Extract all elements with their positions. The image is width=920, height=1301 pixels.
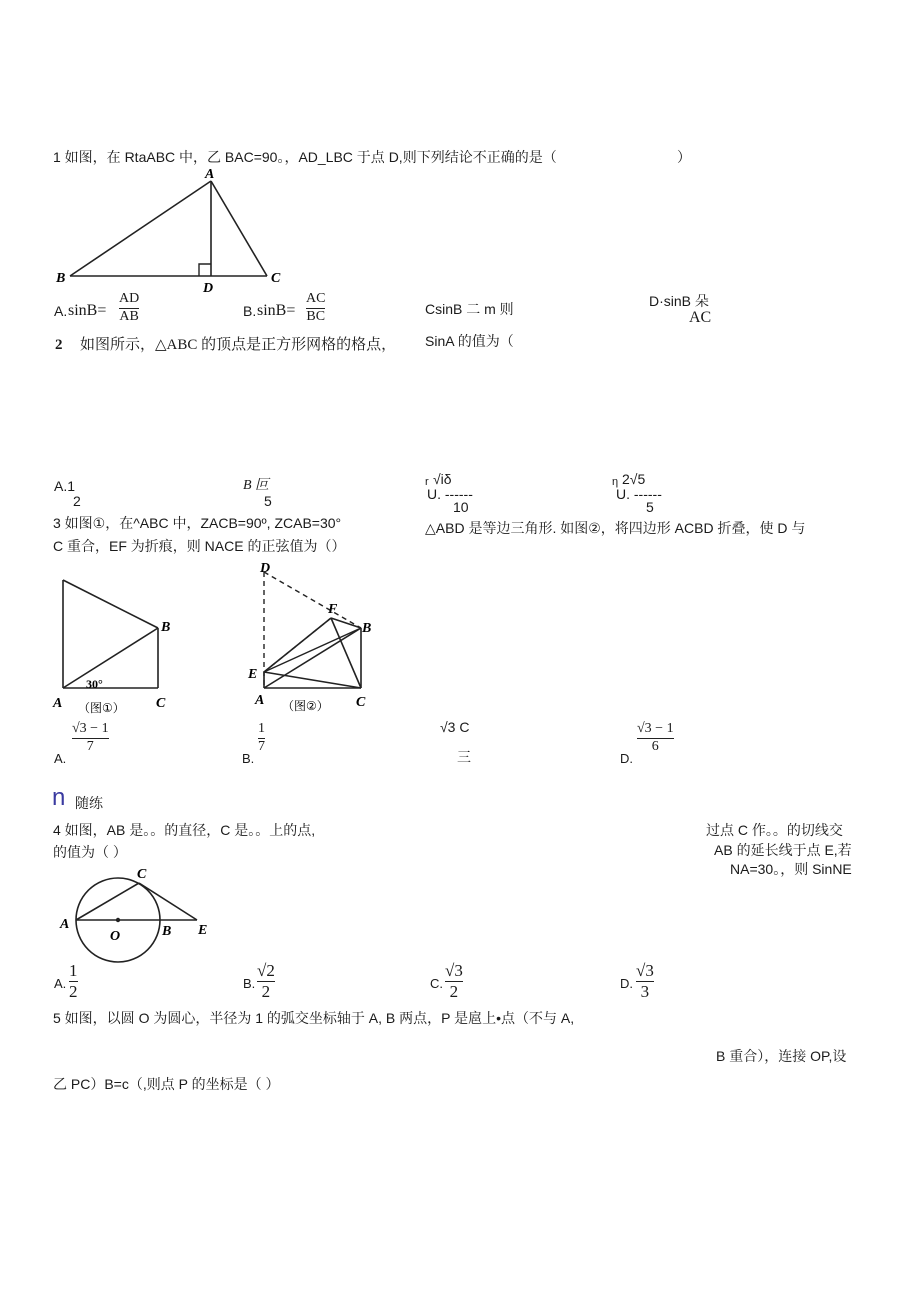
q3-figure-1 <box>48 570 188 720</box>
q3-fig2-side-ab <box>264 628 361 688</box>
q1-option-a-numerator: AD <box>119 291 140 306</box>
q4-option-a-fraction <box>69 962 78 1001</box>
q4-option-b-numerator: √2 <box>257 961 275 980</box>
q2-option-d-bottom: 5 <box>646 499 654 515</box>
q1-option-b-prefix: B. <box>243 303 257 319</box>
q3-option-a-label: A. <box>54 751 67 766</box>
q1-option-c: CsinB 二 m 则 <box>425 301 514 317</box>
q2-option-d-top: 2√5 <box>622 471 646 487</box>
q2-option-d-mid: U. ------ <box>616 486 662 502</box>
practice-glyph: n <box>52 784 66 811</box>
q3-fig1-angle-label: 30° <box>86 677 103 691</box>
q1-option-a-expr: sinB= <box>68 302 107 319</box>
q1-label-a: A <box>205 167 215 182</box>
q2-option-c-bottom: 10 <box>453 499 469 515</box>
q2-option-b-bottom: 5 <box>264 493 272 509</box>
q1-option-b-denominator: BC <box>306 308 326 324</box>
q4-option-d-fraction <box>636 962 654 1001</box>
q1-label-c: C <box>271 271 281 286</box>
q3-option-a-denominator: 7 <box>86 738 94 754</box>
q2-option-a-bottom: 2 <box>73 493 81 509</box>
q1-label-d: D <box>203 281 214 296</box>
q3-fig2-label-e: E <box>248 667 258 682</box>
q4-option-b-denominator: 2 <box>261 981 271 1001</box>
q5-line1: 5 如图，以圆 O 为圆心，半径为 1 的弧交坐标轴于 A, B 两点，P 是扈上•点（不与 A, <box>53 1010 575 1026</box>
q3-fig1-label-c: C <box>156 696 166 711</box>
q3-option-d-label: D. <box>620 751 633 766</box>
q3-stem-line1: 3 如图①，在^ABC 中，ZACB=90º, ZCAB=30° <box>53 515 342 531</box>
q3-option-d-numerator: √3 − 1 <box>637 721 674 736</box>
q1-option-d-sub: AC <box>689 309 712 326</box>
q4-option-a-denominator: 2 <box>69 981 78 1001</box>
q4-option-b-fraction <box>257 962 275 1001</box>
q3-figure-2 <box>246 560 386 720</box>
q4-option-d-label: D. <box>620 976 633 991</box>
q3-fig2-side-fc <box>331 618 361 688</box>
q4-option-c-numerator: √3 <box>445 961 463 980</box>
q2-number: 2 <box>55 337 63 353</box>
q1-option-b-numerator: AC <box>306 291 326 306</box>
q1-option-b-expr: sinB= <box>257 302 296 319</box>
q4-circle-figure <box>55 862 225 972</box>
q3-option-b-label: B. <box>242 751 255 766</box>
q3-fig2-side-db-dashed <box>264 572 361 628</box>
q3-fig2-label-b: B <box>362 621 372 636</box>
q3-option-c-bottom: 三 <box>457 749 471 765</box>
q4-label-o: O <box>110 929 121 944</box>
q3-option-d-denominator: 6 <box>651 738 659 754</box>
q4-stem-right2: AB 的延长线于点 E,若 <box>714 842 852 858</box>
q4-center-dot <box>116 918 120 922</box>
q3-fig2-label-a: A <box>255 693 265 708</box>
q1-label-b: B <box>56 271 66 286</box>
q3-fig1-side-db <box>63 580 158 628</box>
q2-stem-tail: SinA 的值为（ <box>425 333 514 349</box>
q4-label-c: C <box>137 867 147 882</box>
q3-option-c-top: √3 C <box>440 719 470 735</box>
q2-option-c-top: √iδ <box>433 471 452 487</box>
q3-fig2-side-ec <box>264 672 361 688</box>
q3-fig1-label-a: A <box>53 696 63 711</box>
q1-side-ac <box>211 181 267 276</box>
q4-stem-left: 4 如图，AB 是。。的直径，C 是。。上的点, <box>53 822 316 838</box>
q3-option-b-numerator: 1 <box>258 721 265 736</box>
q4-chord-ac <box>76 883 139 920</box>
q3-fig2-label-c: C <box>356 695 366 710</box>
q4-stem-right1: 过点 C 作。。的切线交 <box>706 822 843 838</box>
q3-fig2-caption: （图②） <box>282 699 329 713</box>
q2-option-a-top: A.1 <box>54 478 76 494</box>
practice-title: 随练 <box>75 795 103 811</box>
q3-option-a-fraction <box>72 722 109 754</box>
q1-triangle-figure <box>50 165 300 295</box>
q3-fig2-side-ef <box>264 618 331 672</box>
q4-option-b-label: B. <box>243 976 256 991</box>
q4-stem-right3: NA=30。，则 SinNE <box>730 861 852 877</box>
q3-fig1-label-b: B <box>161 620 171 635</box>
q1-side-ba <box>70 181 211 276</box>
q4-label-e: E <box>198 923 208 938</box>
q4-option-d-denominator: 3 <box>640 981 650 1001</box>
q4-option-a-label: A. <box>54 976 67 991</box>
q3-fig2-label-f: F <box>328 602 338 617</box>
q3-option-a-numerator: √3 − 1 <box>72 721 109 736</box>
q1-right-angle-mark <box>199 264 211 276</box>
q4-option-c-denominator: 2 <box>449 981 459 1001</box>
q3-stem-right: △ABD 是等边三角形. 如图②，将四边形 ACBD 折叠，使 D 与 <box>425 520 806 536</box>
q3-option-b-fraction <box>258 722 265 754</box>
q4-tangent-ce <box>139 883 197 920</box>
q3-fig2-label-d: D <box>260 561 271 576</box>
q5-line2: B 重合），连接 OP,设 <box>716 1048 847 1064</box>
q5-line3: 乙 PC）B=c（,则点 P 的坐标是（ ） <box>53 1076 280 1092</box>
q3-fig2-side-eb <box>264 628 361 672</box>
q3-option-b-denominator: 7 <box>258 738 265 754</box>
q4-option-d-numerator: √3 <box>636 961 654 980</box>
q3-option-d-fraction <box>637 722 674 754</box>
q2-option-c-mid: U. ------ <box>427 486 473 502</box>
q1-option-a-prefix: A. <box>54 303 68 319</box>
q4-option-a-numerator: 1 <box>69 961 78 980</box>
q2-option-d-mark: η <box>612 476 619 488</box>
q3-stem-line2: C 重合，EF 为折痕，则 NACE 的正弦值为（） <box>53 538 346 554</box>
q2-option-b-top: B 叵 <box>243 478 270 493</box>
q4-label-a: A <box>60 917 70 932</box>
q4-label-b: B <box>162 924 172 939</box>
q1-option-a-denominator: AB <box>119 308 139 324</box>
q3-fig1-caption: （图①） <box>78 701 125 715</box>
q4-stem-left2: 的值为（ ） <box>53 844 127 860</box>
q2-stem: 如图所示，△ABC 的顶点是正方形网格的格点， <box>80 337 397 353</box>
q1-option-d: D·sinB 朵 <box>649 293 709 309</box>
q3-fig1-side-ab <box>63 628 158 688</box>
q4-option-c-fraction <box>445 962 463 1001</box>
q1-option-a-fraction <box>119 292 139 324</box>
q2-option-c-mark: r <box>425 476 429 488</box>
q4-option-c-label: C. <box>430 976 443 991</box>
q1-paren-close: ） <box>677 149 691 165</box>
q1-stem: 1 如图，在 RtaABC 中，乙 BAC=90。，AD_LBC 于点 D,则下列结论不正确的是（ <box>53 149 557 165</box>
q1-option-b-fraction <box>306 292 325 324</box>
